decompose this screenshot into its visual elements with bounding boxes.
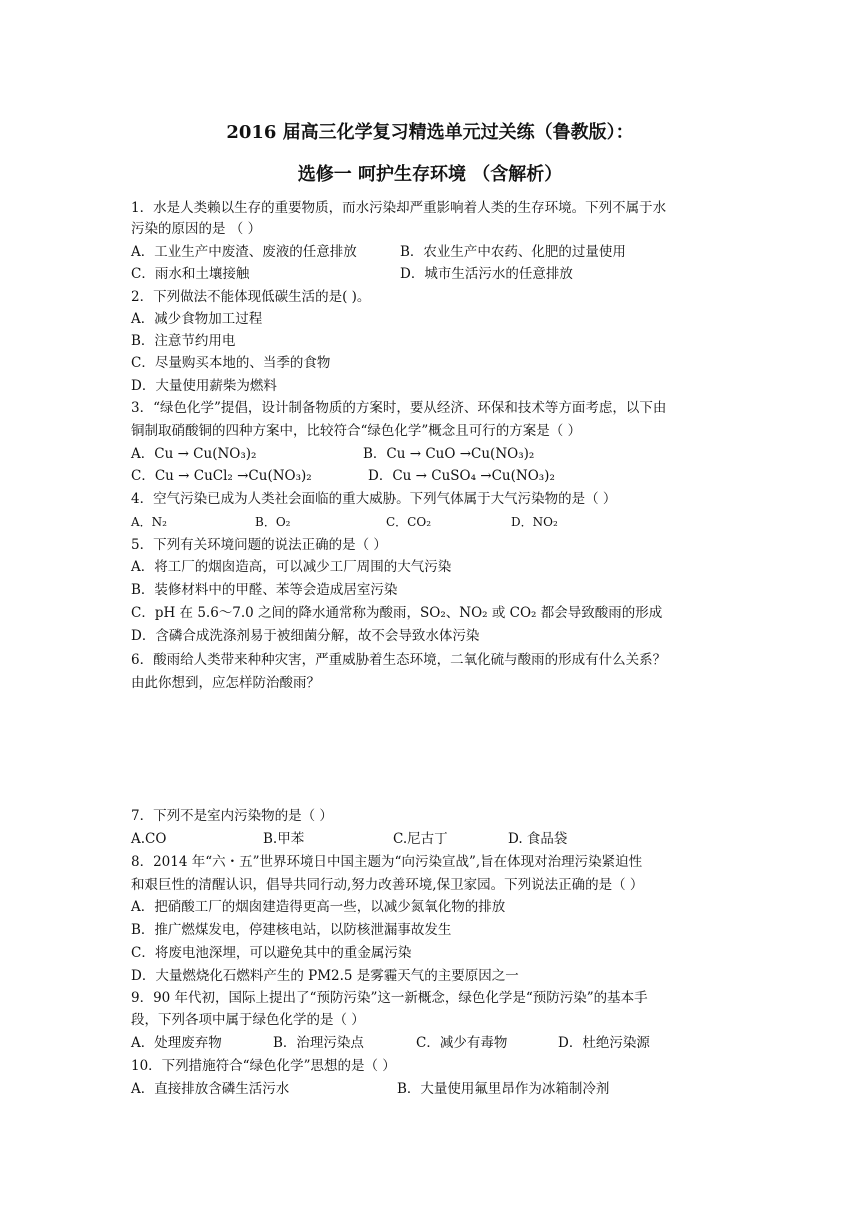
question-8-option-b: B．推广燃煤发电，停建核电站，以防核泄漏事故发生 — [131, 922, 452, 938]
question-1-stem-line2: 污染的原因的是 （ ） — [131, 221, 262, 237]
question-3-stem-line2: 铜制取硝酸铜的四种方案中，比较符合“绿色化学”概念且可行的方案是（ ） — [131, 423, 582, 439]
question-3-option-d: D．Cu → CuSO₄ →Cu(NO₃)₂ — [368, 468, 555, 484]
question-5-option-d: D．含磷合成洗涤剂易于被细菌分解，故不会导致水体污染 — [131, 628, 480, 644]
question-7-option-c: C.尼古丁 — [393, 831, 448, 847]
question-3-option-c: C．Cu → CuCl₂ →Cu(NO₃)₂ — [131, 468, 312, 484]
question-4-option-b: B．O₂ — [255, 515, 291, 529]
question-5-stem: 5．下列有关环境问题的说法正确的是（ ） — [131, 537, 387, 553]
question-5-option-c: C．pH 在 5.6～7.0 之间的降水通常称为酸雨，SO₂、NO₂ 或 CO₂ 都会导致酸雨的形成 — [131, 605, 663, 621]
question-9-option-d: D．杜绝污染源 — [558, 1035, 650, 1051]
question-8-option-a: A．把硝酸工厂的烟囱建造得更高一些，以减少氮氧化物的排放 — [131, 899, 506, 915]
question-2-option-a: A．减少食物加工过程 — [131, 311, 263, 327]
question-10-option-a: A．直接排放含磷生活污水 — [131, 1081, 290, 1097]
question-1-option-c: C．雨水和土壤接触 — [131, 266, 250, 282]
question-4-option-d: D．NO₂ — [511, 515, 558, 529]
question-4-stem: 4．空气污染已成为人类社会面临的重大威胁。下列气体属于大气污染物的是（ ） — [131, 491, 617, 507]
question-10-stem: 10．下列措施符合“绿色化学”思想的是（ ） — [131, 1058, 396, 1074]
question-3-stem-line1: 3．“绿色化学”提倡，设计制备物质的方案时，要从经济、环保和技术等方面考虑，以下由 — [131, 400, 667, 416]
question-7-option-a: A.CO — [131, 831, 167, 847]
question-6-stem-line1: 6．酸雨给人类带来种种灾害，严重威胁着生态环境，二氧化硫与酸雨的形成有什么关系？ — [131, 652, 667, 668]
question-7-stem: 7．下列不是室内污染物的是（ ） — [131, 808, 333, 824]
question-5-option-a: A．将工厂的烟囱造高，可以减少工厂周围的大气污染 — [131, 559, 452, 575]
question-9-stem-line2: 段，下列各项中属于绿色化学的是（ ） — [131, 1012, 365, 1028]
question-2-option-d: D．大量使用薪柴为燃料 — [131, 378, 277, 394]
question-8-option-c: C．将废电池深埋，可以避免其中的重金属污染 — [131, 945, 412, 961]
question-8-option-d: D．大量燃烧化石燃料产生的 PM2.5 是雾霾天气的主要原因之一 — [131, 968, 519, 984]
question-9-option-b: B．治理污染点 — [273, 1035, 364, 1051]
question-2-option-c: C．尽量购买本地的、当季的食物 — [131, 355, 331, 371]
question-7-option-d: D. 食品袋 — [508, 831, 568, 847]
question-10-option-b: B．大量使用氟里昂作为冰箱制冷剂 — [397, 1081, 610, 1097]
question-8-stem-line2: 和艰巨性的清醒认识，倡导共同行动,努力改善环境,保卫家园。下列说法正确的是（ ） — [131, 877, 644, 893]
question-9-option-c: C．减少有毒物 — [416, 1035, 508, 1051]
question-7-option-b: B.甲苯 — [263, 831, 305, 847]
question-1-option-b: B．农业生产中农药、化肥的过量使用 — [400, 244, 626, 260]
question-4-option-c: C．CO₂ — [386, 515, 432, 529]
document-title-line1: 2016 届高三化学复习精选单元过关练（鲁教版）： — [226, 122, 634, 143]
question-2-stem: 2．下列做法不能体现低碳生活的是( )。 — [131, 289, 371, 305]
document-title-line2: 选修一 呵护生存环境 （含解析） — [297, 164, 563, 185]
question-6-stem-line2: 由此你想到，应怎样防治酸雨？ — [131, 675, 320, 691]
question-8-stem-line1: 8．2014 年“六・五”世界环境日中国主题为“向污染宣战”,旨在体现对治理污染紧迫性 — [131, 854, 643, 870]
question-3-option-a: A．Cu → Cu(NO₃)₂ — [131, 446, 257, 462]
question-9-option-a: A．处理废弃物 — [131, 1035, 222, 1051]
question-9-stem-line1: 9．90 年代初，国际上提出了“预防污染”这一新概念，绿色化学是“预防污染”的基本手 — [131, 990, 648, 1006]
question-3-option-b: B．Cu → CuO →Cu(NO₃)₂ — [363, 446, 535, 462]
question-1-stem-line1: 1．水是人类赖以生存的重要物质，而水污染却严重影响着人类的生存环境。下列不属于水 — [131, 200, 667, 216]
question-5-option-b: B．装修材料中的甲醛、苯等会造成居室污染 — [131, 582, 398, 598]
question-4-option-a: A．N₂ — [131, 515, 167, 529]
question-2-option-b: B．注意节约用电 — [131, 333, 236, 349]
question-1-option-a: A．工业生产中废渣、废液的任意排放 — [131, 244, 357, 260]
question-1-option-d: D．城市生活污水的任意排放 — [400, 266, 573, 282]
